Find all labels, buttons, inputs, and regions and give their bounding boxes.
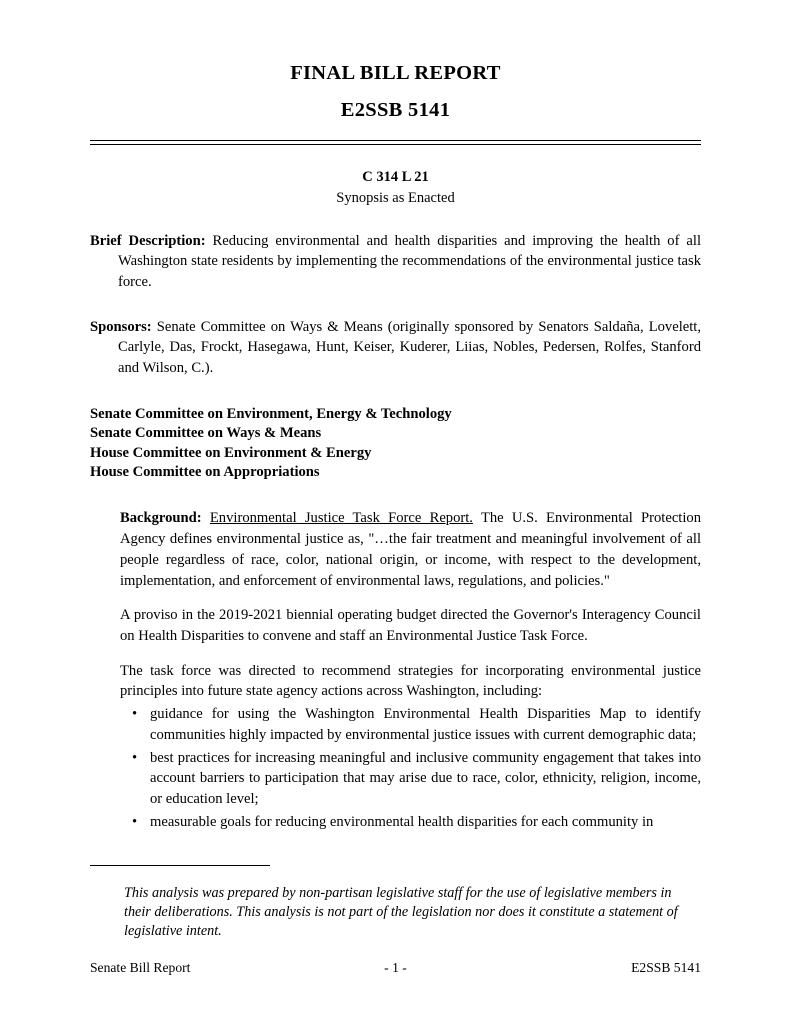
committee-item: House Committee on Environment & Energy [90,444,372,461]
sponsors-text: Senate Committee on Ways & Means (originally sponsored by Senators Saldaña, Lovelett, Carlyle, Das, Frockt, Hasegawa, Hunt, Keiser, Kuderer, Liias, Nobles, Pedersen, Rolfes, Stanford and Wilson, C.). [118,318,701,377]
list-item: • guidance for using the Washington Environmental Health Disparities Map to identify communities highly impacted by environmental justice issues with current demographic data; [150,704,701,745]
sponsors-label: Sponsors: [90,318,152,335]
background-label: Background: [120,510,202,527]
body-section [90,508,701,832]
header-divider [90,140,701,145]
footnote-text: This analysis was prepared by non-partisan legislative staff for the use of legislative members in their deliberations. This analysis is not part of the legislation nor does it constitute a statement of legislative intent. [124,885,678,940]
page-footer [90,960,701,976]
list-item: • best practices for increasing meaningful and inclusive community engagement that takes into account barriers to participation that may arise due to race, color, ethnicity, religion, income, or education level; [150,748,701,810]
committee-item: Senate Committee on Ways & Means [90,425,322,442]
brief-description-block [90,231,701,293]
committee-list [90,405,701,483]
paragraph-taskforce: The task force was directed to recommend strategies for incorporating environmental justice principles into future state agency actions across Washington, including: [120,662,701,700]
brief-description-label: Brief Description: [90,232,206,249]
footnote-divider [90,865,270,866]
page-title: FINAL BILL REPORT [290,62,501,84]
committee-item: House Committee on Appropriations [90,464,320,481]
strategy-bullet-list [120,704,701,832]
synopsis-line: Synopsis as Enacted [336,189,455,206]
background-paragraph [120,508,701,591]
brief-description-text: Reducing environmental and health disparities and improving the health of all Washington state residents by implementing the recommendations of the environmental justice task force. [118,232,701,290]
sponsors-block [90,317,701,379]
footer-left: Senate Bill Report [90,960,191,975]
footer-right: E2SSB 5141 [631,960,701,975]
footer-page-number: - 1 - [384,960,407,975]
list-item: • measurable goals for reducing environmental health disparities for each community in [150,812,701,833]
bill-id-heading: E2SSB 5141 [340,99,451,121]
document-content [90,62,701,835]
chapter-line: C 314 L 21 [362,168,429,185]
background-text: The U.S. Environmental Protection Agency defines environmental justice as, "…the fair treatment and meaningful involvement of all people regardless of race, color, national origin, or income, with respect to the development, implementation, and enforcement of environmental laws, regulations, and policies." [120,510,701,589]
background-subheading: Environmental Justice Task Force Report. [209,510,473,527]
committee-item: Senate Committee on Environment, Energy & Technology [90,405,452,422]
paragraph-proviso: A proviso in the 2019-2021 biennial operating budget directed the Governor's Interagency Council on Health Disparities to convene and staff an Environmental Justice Task Force. [120,607,701,645]
